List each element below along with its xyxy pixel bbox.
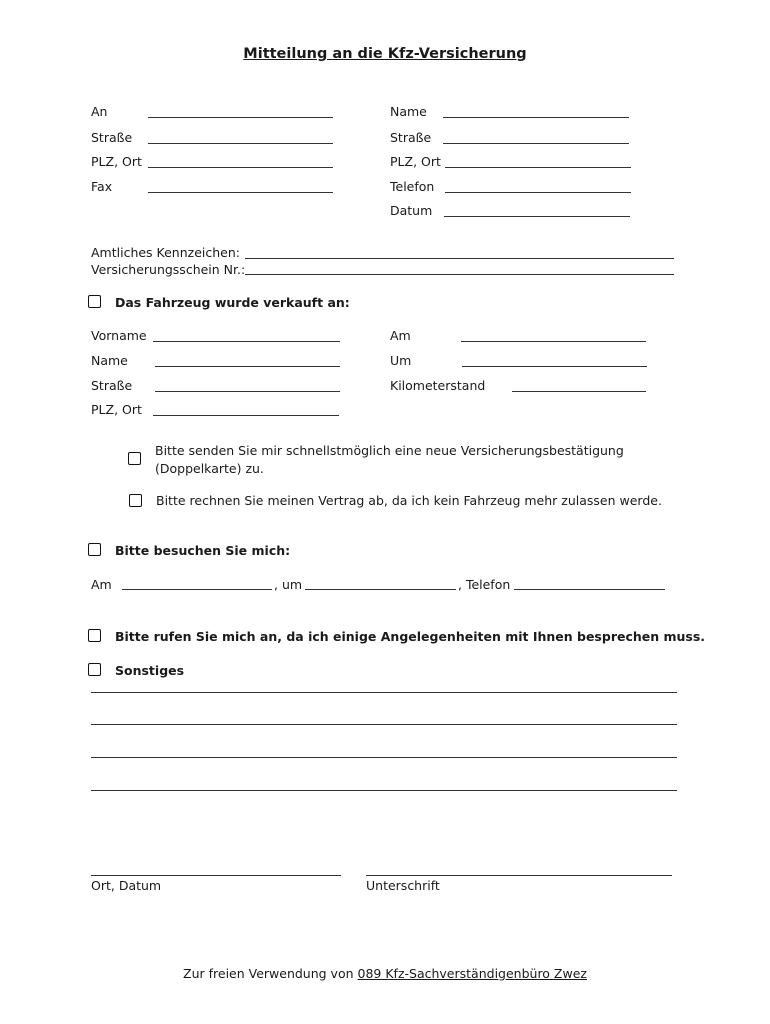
sold-kilometerstand-label: Kilometerstand: [390, 378, 486, 393]
sold-um-field[interactable]: [462, 366, 647, 367]
other-line-4[interactable]: [91, 790, 677, 791]
sold-vorname-field[interactable]: [153, 341, 340, 342]
call-heading: Bitte rufen Sie mich an, da ich einige Angelegenheiten mit Ihnen besprechen muss.: [115, 629, 706, 644]
recipient-plz-ort-field[interactable]: [148, 167, 333, 168]
visit-telefon-label: , Telefon: [458, 577, 511, 592]
visit-um-label: , um: [274, 577, 303, 592]
recipient-fax-label: Fax: [91, 179, 113, 194]
visit-um-field[interactable]: [305, 589, 456, 590]
sender-telefon-label: Telefon: [390, 179, 435, 194]
new-confirmation-text-line2: (Doppelkarte) zu.: [155, 461, 264, 476]
sold-strasse-field[interactable]: [155, 391, 340, 392]
sender-plz-ort-field[interactable]: [445, 167, 631, 168]
page-title: Mitteilung an die Kfz-Versicherung: [243, 46, 527, 62]
visit-telefon-field[interactable]: [514, 589, 665, 590]
footer: [0, 966, 770, 981]
sender-strasse-label: Straße: [390, 130, 432, 145]
footer-link[interactable]: 089 Kfz-Sachverständigenbüro Zwez: [357, 966, 587, 981]
versicherungsschein-field[interactable]: [245, 274, 674, 275]
other-line-2[interactable]: [91, 724, 677, 725]
sold-vorname-label: Vorname: [91, 328, 147, 343]
sold-kilometerstand-field[interactable]: [512, 391, 646, 392]
sender-telefon-field[interactable]: [445, 192, 631, 193]
sold-name-field[interactable]: [155, 366, 340, 367]
sold-plz-ort-field[interactable]: [153, 415, 339, 416]
sold-um-label: Um: [390, 353, 412, 368]
kennzeichen-label: Amtliches Kennzeichen:: [91, 245, 240, 260]
visit-am-field[interactable]: [122, 589, 272, 590]
sold-heading: Das Fahrzeug wurde verkauft an:: [115, 295, 350, 310]
unterschrift-field[interactable]: [366, 875, 672, 876]
kennzeichen-field[interactable]: [245, 258, 674, 259]
versicherungsschein-label: Versicherungsschein Nr.:: [91, 262, 246, 277]
ort-datum-label: Ort, Datum: [91, 878, 162, 893]
sender-name-field[interactable]: [443, 117, 629, 118]
call-checkbox[interactable]: [88, 629, 101, 642]
visit-heading: Bitte besuchen Sie mich:: [115, 543, 291, 558]
cancel-contract-checkbox[interactable]: [129, 494, 142, 507]
sold-am-field[interactable]: [461, 341, 646, 342]
new-confirmation-text-line1: Bitte senden Sie mir schnellstmöglich eine neue Versicherungsbestätigung: [155, 443, 624, 458]
other-line-3[interactable]: [91, 757, 677, 758]
sold-am-label: Am: [390, 328, 411, 343]
other-checkbox[interactable]: [88, 663, 101, 676]
cancel-contract-text: Bitte rechnen Sie meinen Vertrag ab, da ich kein Fahrzeug mehr zulassen werde.: [156, 493, 662, 508]
recipient-fax-field[interactable]: [148, 192, 333, 193]
sold-name-label: Name: [91, 353, 128, 368]
ort-datum-field[interactable]: [91, 875, 341, 876]
sender-datum-field[interactable]: [444, 216, 630, 217]
recipient-plz-ort-label: PLZ, Ort: [91, 154, 142, 169]
sender-name-label: Name: [390, 104, 427, 119]
new-confirmation-checkbox[interactable]: [128, 452, 141, 465]
recipient-strasse-label: Straße: [91, 130, 133, 145]
other-line-1[interactable]: [91, 692, 677, 693]
visit-am-label: Am: [91, 577, 112, 592]
sender-plz-ort-label: PLZ, Ort: [390, 154, 441, 169]
sold-strasse-label: Straße: [91, 378, 133, 393]
sender-strasse-field[interactable]: [443, 143, 629, 144]
recipient-an-label: An: [91, 104, 108, 119]
visit-checkbox[interactable]: [88, 543, 101, 556]
other-heading: Sonstiges: [115, 663, 185, 678]
recipient-an-field[interactable]: [148, 117, 333, 118]
footer-prefix: Zur freien Verwendung von: [183, 966, 354, 981]
recipient-strasse-field[interactable]: [148, 143, 333, 144]
sold-plz-ort-label: PLZ, Ort: [91, 402, 142, 417]
sender-datum-label: Datum: [390, 203, 433, 218]
unterschrift-label: Unterschrift: [366, 878, 440, 893]
sold-checkbox[interactable]: [88, 295, 101, 308]
